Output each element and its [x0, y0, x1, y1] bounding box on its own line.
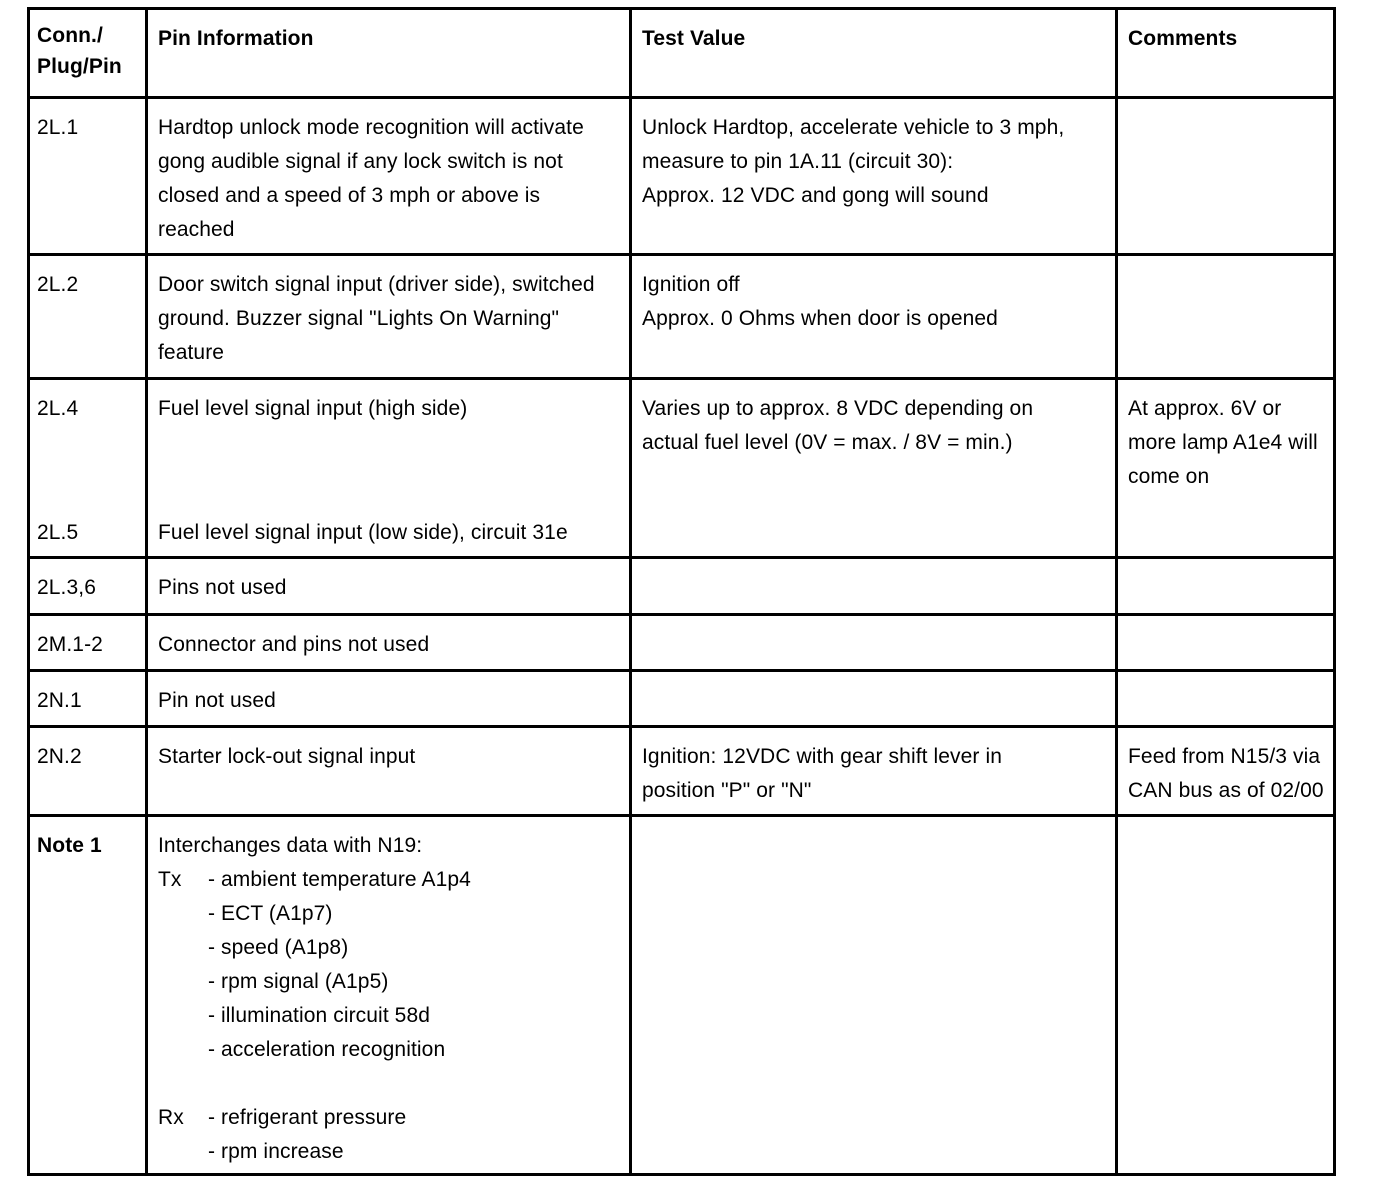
table-row — [29, 727, 1335, 816]
tx-item: - illumination circuit 58d — [208, 1004, 431, 1027]
comments-cell — [1117, 816, 1335, 1175]
table-row — [29, 615, 1335, 671]
pin-id: 2M.1-2 — [37, 633, 103, 656]
pin-info — [158, 256, 629, 370]
header-test-value: Test Value — [631, 9, 1117, 98]
tx-label: Tx — [158, 868, 182, 891]
note-intro: Interchanges data with N19: — [158, 834, 423, 857]
comments — [1128, 380, 1333, 494]
header-conn-line: Conn./ — [37, 24, 103, 47]
comment-line: more lamp A1e4 will — [1128, 431, 1318, 454]
test-value — [631, 816, 1117, 1175]
rx-item: - rpm increase — [208, 1140, 344, 1163]
comments-cell — [1117, 671, 1335, 727]
info-line: feature — [158, 341, 225, 364]
note-details — [158, 817, 629, 1169]
rx-label: Rx — [158, 1106, 184, 1129]
test-line: Varies up to approx. 8 VDC depending on — [642, 397, 1034, 420]
table-row — [29, 98, 1335, 255]
pin-id: 2L.5 — [37, 521, 79, 544]
tx-item: - ambient temperature A1p4 — [208, 868, 471, 891]
info-line: Connector and pins not used — [158, 633, 430, 656]
info-line: Starter lock-out signal input — [158, 745, 416, 768]
test-value — [642, 380, 1115, 460]
pin-id: 2L.3,6 — [37, 576, 96, 599]
pin-id: 2L.2 — [37, 273, 79, 296]
tx-item: - ECT (A1p7) — [208, 902, 333, 925]
info-line: Pins not used — [158, 576, 287, 599]
header-plug-pin-line: Plug/Pin — [37, 55, 122, 78]
test-value — [642, 256, 1115, 336]
test-line: Approx. 12 VDC and gong will sound — [642, 184, 989, 207]
info-line: Hardtop unlock mode recognition will activate — [158, 116, 584, 139]
tx-item: - rpm signal (A1p5) — [208, 970, 389, 993]
comment-line: CAN bus as of 02/00 — [1128, 779, 1324, 802]
comment-line: At approx. 6V or — [1128, 397, 1282, 420]
table-row — [29, 255, 1335, 379]
info-line: Door switch signal input (driver side), switched — [158, 273, 595, 296]
comments-cell — [1117, 98, 1335, 255]
header-conn-plug-pin — [29, 9, 147, 98]
pin-info — [158, 380, 629, 552]
info-line: Fuel level signal input (low side), circuit 31e — [158, 521, 568, 544]
table-row — [29, 671, 1335, 727]
rx-first-line — [158, 1101, 629, 1135]
test-value — [631, 671, 1117, 727]
info-line: gong audible signal if any lock switch is not — [158, 150, 563, 173]
tx-first-line — [158, 863, 629, 897]
note-label: Note 1 — [37, 834, 102, 857]
test-value — [642, 99, 1115, 213]
pin-id: 2L.4 — [37, 397, 79, 420]
info-line: reached — [158, 218, 235, 241]
tx-item: - acceleration recognition — [208, 1038, 446, 1061]
test-value — [631, 615, 1117, 671]
pin-id: 2N.1 — [37, 689, 82, 712]
table-row — [29, 379, 1335, 558]
test-line: Ignition off — [642, 273, 740, 296]
test-value — [631, 558, 1117, 615]
info-line: ground. Buzzer signal "Lights On Warning" — [158, 307, 560, 330]
pin-id: 2N.2 — [37, 745, 82, 768]
header-comments: Comments — [1117, 9, 1335, 98]
pin-info — [158, 99, 629, 247]
comments-cell — [1117, 615, 1335, 671]
table-row — [29, 558, 1335, 615]
comments-cell — [1117, 255, 1335, 379]
test-line: actual fuel level (0V = max. / 8V = min.) — [642, 431, 1013, 454]
test-line: position "P" or "N" — [642, 779, 812, 802]
comments-cell — [1117, 558, 1335, 615]
test-line: Unlock Hardtop, accelerate vehicle to 3 mph, — [642, 116, 1065, 139]
header-pin-information: Pin Information — [147, 9, 631, 98]
rx-item: - refrigerant pressure — [208, 1106, 407, 1129]
pin-information-table — [27, 7, 1336, 1176]
info-line: Pin not used — [158, 689, 276, 712]
test-line: measure to pin 1A.11 (circuit 30): — [642, 150, 954, 173]
test-line: Approx. 0 Ohms when door is opened — [642, 307, 998, 330]
info-line: Fuel level signal input (high side) — [158, 397, 468, 420]
pin-id: 2L.1 — [37, 116, 79, 139]
test-value — [642, 728, 1115, 808]
comment-line: come on — [1128, 465, 1210, 488]
tx-item: - speed (A1p8) — [208, 936, 349, 959]
header-row — [29, 9, 1335, 98]
note-row — [29, 816, 1335, 1175]
test-line: Ignition: 12VDC with gear shift lever in — [642, 745, 1003, 768]
info-line: closed and a speed of 3 mph or above is — [158, 184, 541, 207]
comment-line: Feed from N15/3 via — [1128, 745, 1321, 768]
comments — [1128, 728, 1333, 808]
